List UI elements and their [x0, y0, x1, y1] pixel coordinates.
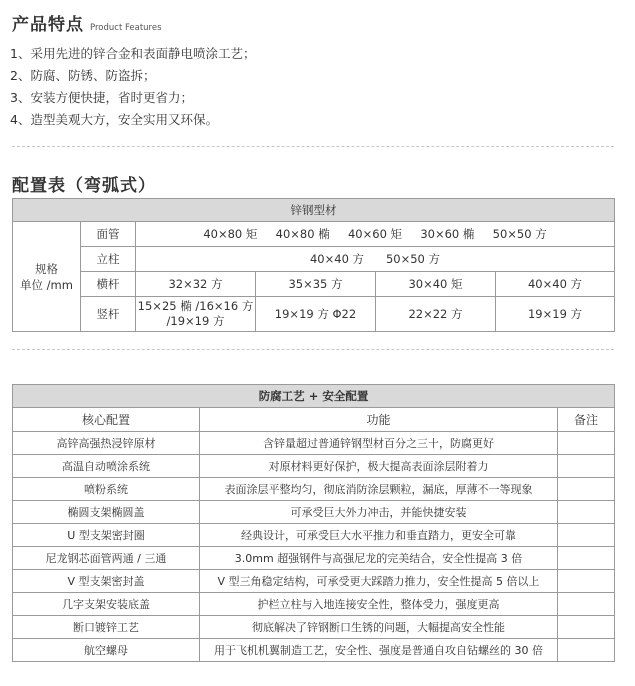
row-function: 护栏立柱与入地连接安全性，整体受力，强度更高 [200, 593, 558, 616]
table-row [13, 570, 615, 593]
feature-item: 2、防腐、防锈、防盗拆； [10, 68, 156, 83]
feature-item: 4、造型美观大方，安全实用又环保。 [10, 112, 218, 127]
row-note [558, 501, 615, 524]
row-note [558, 455, 615, 478]
table-row [13, 547, 615, 570]
row-function: 含锌量超过普通锌钢型材百分之三十，防腐更好 [200, 432, 558, 455]
spec-label-line1: 规格 [35, 261, 58, 276]
row-name-picket: 竖杆 [81, 297, 136, 332]
material-header: 锌钢型材 [13, 199, 615, 222]
config-table [12, 198, 615, 332]
row-function: 3.0mm 超强钢件与高强尼龙的完美结合，安全性提高 3 倍 [200, 547, 558, 570]
row-item: 尼龙钢芯面管两通 / 三通 [13, 547, 200, 570]
table-row [13, 524, 615, 547]
row-item: 高温自动喷涂系统 [13, 455, 200, 478]
row-item: 喷粉系统 [13, 478, 200, 501]
row-note [558, 570, 615, 593]
crossbar-value: 30×40 矩 [376, 272, 496, 297]
row-item: 几字支架安装底盖 [13, 593, 200, 616]
row-function: 可承受巨大外力冲击，并能快捷安装 [200, 501, 558, 524]
picket-value: 15×25 椭 /16×16 方 /19×19 方 [136, 297, 256, 332]
spec-label [13, 222, 81, 332]
feature-item: 1、采用先进的锌合金和表面静电喷涂工艺； [10, 46, 256, 61]
crossbar-value: 40×40 方 [496, 272, 615, 297]
row-name-crossbar: 横杆 [81, 272, 136, 297]
row-item: V 型支架密封盖 [13, 570, 200, 593]
top-rail-values: 40×80 矩 40×80 椭 40×60 矩 30×60 椭 50×50 方 [136, 222, 615, 247]
row-item: 断口镀锌工艺 [13, 616, 200, 639]
table-row [13, 616, 615, 639]
table-row [13, 478, 615, 501]
spec-label-line2: 单位 /mm [20, 277, 73, 292]
row-function: 用于飞机机翼制造工艺，安全性、强度是普通自攻自钻螺丝的 30 倍 [200, 639, 558, 662]
picket-value: 22×22 方 [376, 297, 496, 332]
divider [12, 349, 614, 350]
row-note [558, 616, 615, 639]
col-header-note: 备注 [558, 408, 615, 432]
row-note [558, 547, 615, 570]
row-function: 表面涂层平整均匀，彻底消防涂层颗粒，漏底，厚薄不一等现象 [200, 478, 558, 501]
post-values: 40×40 方 50×50 方 [136, 247, 615, 272]
divider [12, 146, 614, 147]
picket-value: 19×19 方 Φ22 [256, 297, 376, 332]
row-note [558, 639, 615, 662]
features-subtitle: Product Features [90, 23, 162, 33]
crossbar-value: 35×35 方 [256, 272, 376, 297]
safety-header: 防腐工艺 + 安全配置 [13, 385, 615, 408]
row-item: 椭圆支架椭圆盖 [13, 501, 200, 524]
table-row [13, 593, 615, 616]
features-heading [12, 10, 162, 35]
table-row [13, 455, 615, 478]
config-title: 配置表（弯弧式） [12, 176, 156, 196]
row-note [558, 524, 615, 547]
feature-item: 3、安装方便快捷，省时更省力； [10, 90, 193, 105]
row-item: 高锌高强热浸锌原材 [13, 432, 200, 455]
row-function: 对原材料更好保护，极大提高表面涂层附着力 [200, 455, 558, 478]
table-row [13, 432, 615, 455]
table-row [13, 501, 615, 524]
col-header-function: 功能 [200, 408, 558, 432]
crossbar-value: 32×32 方 [136, 272, 256, 297]
row-note [558, 432, 615, 455]
safety-table [12, 384, 615, 662]
row-function: V 型三角稳定结构，可承受更大踩踏力推力，安全性提高 5 倍以上 [200, 570, 558, 593]
row-item: 航空螺母 [13, 639, 200, 662]
features-title: 产品特点 [12, 15, 84, 35]
row-note [558, 593, 615, 616]
picket-value: 19×19 方 [496, 297, 615, 332]
row-item: U 型支架密封圈 [13, 524, 200, 547]
row-note [558, 478, 615, 501]
table-row [13, 639, 615, 662]
row-function: 经典设计，可承受巨大水平推力和垂直踏力，更安全可靠 [200, 524, 558, 547]
config-heading [12, 171, 156, 196]
col-header-core: 核心配置 [13, 408, 200, 432]
row-name-post: 立柱 [81, 247, 136, 272]
row-name-top-rail: 面管 [81, 222, 136, 247]
row-function: 彻底解决了锌钢断口生锈的问题，大幅提高安全性能 [200, 616, 558, 639]
features-list [10, 43, 255, 131]
